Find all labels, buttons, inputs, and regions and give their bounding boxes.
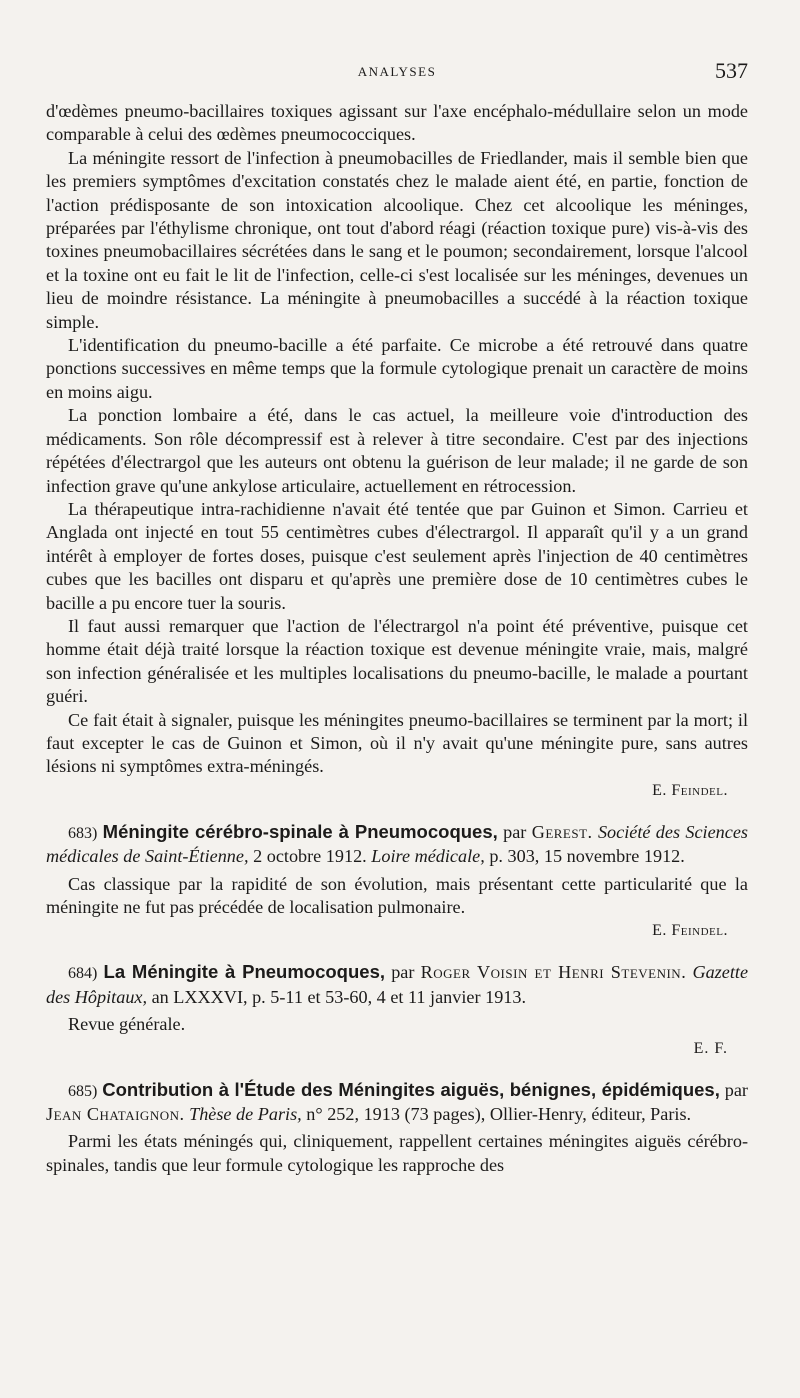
entry-684 <box>46 960 748 1059</box>
page-number: 537 <box>715 58 748 83</box>
page-header <box>46 58 748 88</box>
entry-683-source2: Loire médicale, <box>371 846 485 867</box>
entry-684-source: Gazette des Hôpitaux, <box>46 962 749 1007</box>
entry-685-author: Jean Chataignon. <box>46 1104 185 1125</box>
entry-684-title: La Méningite à Pneumocoques, <box>103 961 385 983</box>
entry-683-signature: E. Feindel. <box>652 922 728 940</box>
running-head: ANALYSES <box>357 64 437 79</box>
entry-683 <box>46 820 748 943</box>
entry-684-by: par <box>391 962 415 983</box>
paragraph-6: Il faut aussi remarquer que l'action de l'électrargol n'a point été préventive, puisque cet homme était déjà traité lorsque la réaction toxique est devenue méningite vraie, mais, malgré son infection généralisée et les multiples localisations du pneumo-bacille, le malade a pourtant guéri. <box>46 615 748 707</box>
paragraph-2: La méningite ressort de l'infection à pneumobacilles de Friedlander, mais il semble bien que les premiers symptômes d'excitation constatés chez le malade aient été, en partie, fonction de l'action prédisposante de son intoxication alcoolique. Chez cet alcoolique les méninges, préparées par l'éthylisme chronique, ont tout d'abord réagi (réaction toxique pure) vis-à-vis des toxines pneumobacillaires sécrétées dans le sang et le poumon; secondairement, lorsque l'alcool et la toxine ont eu fait le lit de l'infection, celle-ci s'est localisée sur les méninges, devenues un lieu de moindre résistance. La méningite à pneumobacilles a succédé à la réaction toxique simple. <box>46 147 748 332</box>
paragraph-1: d'œdèmes pneumo-bacillaires toxiques agissant sur l'axe encéphalo-médullaire selon un mode comparable à celui des œdèmes pneumococciques. <box>46 101 748 145</box>
signature-feindel: E. Feindel. <box>652 781 728 799</box>
entry-685-title: Contribution à l'Étude des Méningites aiguës, bénignes, épidémiques, <box>102 1078 720 1100</box>
entry-684-signature: E. F. <box>693 1039 728 1057</box>
paragraph-5: La thérapeutique intra-rachidienne n'avait été tentée que par Guinon et Simon. Carrieu et Anglada ont injecté en tout 55 centimètres cubes d'électrargol. Il apparaît qu'il y a un grand intérêt à employer de fortes doses, puisque c'est seulement après l'injection de 40 centimètres cubes que les bacilles ont disparu et qu'après une première dose de 10 centimètres cubes le bacille a pu encore tuer la souris. <box>46 498 748 613</box>
entry-683-source: Société des Sciences médicales de Saint-Étienne, <box>46 821 748 867</box>
entry-685-number: 685) <box>68 1082 98 1100</box>
entry-685-source: Thèse de Paris, <box>189 1104 302 1125</box>
entry-683-source-detail: 2 octobre 1912. <box>253 846 367 867</box>
entry-684-heading <box>46 960 748 1009</box>
entry-685-source-detail: n° 252, 1913 (73 pages), Ollier-Henry, éditeur, Paris. <box>306 1104 692 1125</box>
entry-684-source-detail: an LXXXVI, p. 5-11 et 53-60, 4 et 11 janvier 1913. <box>151 986 527 1007</box>
entry-684-number: 684) <box>68 965 98 983</box>
entry-685-abstract: Parmi les états méningés qui, cliniquement, rappellent certaines méningites aiguës cérébro-spinales, tandis que leur formule cytologique les rapproche des <box>46 1131 748 1175</box>
entry-683-heading <box>46 820 748 869</box>
paragraph-7: Ce fait était à signaler, puisque les méningites pneumo-bacillaires se terminent par la mort; il faut excepter le cas de Guinon et Simon, où il n'y avait qu'une méningite pure, sans autres lésions ni symptômes extra-méningés. <box>46 709 748 777</box>
paragraph-3: L'identification du pneumo-bacille a été parfaite. Ce microbe a été retrouvé dans quatre ponctions successives en même temps que la formule cytologique prenait un caractère de moins en moins aigu. <box>46 335 748 402</box>
entry-683-abstract: Cas classique par la rapidité de son évolution, mais présentant cette particularité que la méningite ne fut pas précédée de localisation pulmonaire. <box>46 873 748 917</box>
entry-685-heading <box>46 1078 748 1127</box>
entry-683-title: Méningite cérébro-spinale à Pneumocoques, <box>102 820 498 842</box>
entry-685-by: par <box>724 1079 748 1100</box>
entry-683-by: par <box>503 821 527 842</box>
entry-684-abstract: Revue générale. <box>68 1014 186 1035</box>
entry-683-author: Gerest. <box>531 821 593 842</box>
paragraph-4: La ponction lombaire a été, dans le cas actuel, la meilleure voie d'introduction des médicaments. Son rôle décompressif est à relever à titre secondaire. C'est par des injections répétées d'électrargol que les auteurs ont obtenu la guérison de leur malade; il ne garde de son infection grave qu'une ankylose articulaire, actuellement en rétrocession. <box>46 405 748 496</box>
entry-685 <box>46 1078 748 1178</box>
entry-683-source2-detail: p. 303, 15 novembre 1912. <box>489 846 685 867</box>
entry-683-number: 683) <box>68 824 98 842</box>
entry-684-author: Roger Voisin et Henri Stevenin. <box>420 962 687 983</box>
page-body <box>46 100 748 1177</box>
